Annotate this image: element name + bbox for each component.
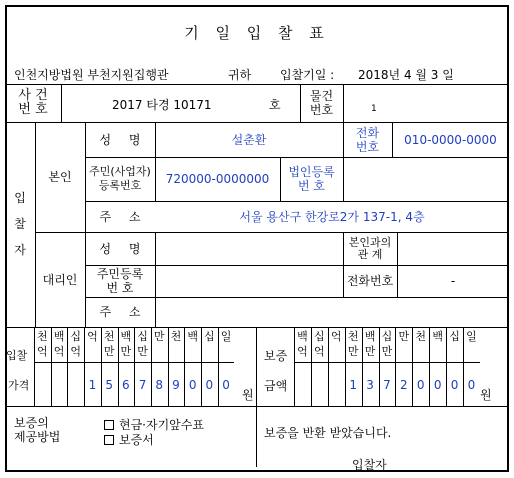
bid-column-divider — [118, 327, 119, 406]
agent-phone-label: 전화번호 — [346, 274, 394, 288]
deposit-unit-label: 백 만 — [364, 330, 376, 358]
deposit-unit-label: 일 — [466, 330, 477, 343]
bid-column-divider — [67, 327, 68, 406]
deposit-column-divider — [345, 327, 346, 406]
bid-digit: 5 — [105, 378, 113, 392]
bid-column-divider — [134, 327, 135, 406]
bid-unit-label: 억 — [87, 330, 98, 343]
bid-header-divider — [34, 362, 234, 363]
bid-column-divider — [101, 327, 102, 406]
deposit-digit: 7 — [383, 378, 391, 392]
bid-unit-label: 십 만 — [137, 330, 148, 358]
bid-digit: 0 — [188, 378, 197, 392]
deposit-digit: 0 — [450, 378, 459, 392]
guarantee-option-bond[interactable] — [104, 431, 154, 448]
bid-digit: 6 — [122, 378, 130, 392]
deposit-column-divider — [395, 327, 396, 406]
bid-digit: 9 — [172, 378, 180, 392]
principal-address: 서울 용산구 한강로2가 137-1, 4층 — [239, 209, 425, 224]
bid-unit-label: 천 억 — [37, 330, 48, 358]
address-label: 주 소 — [99, 209, 141, 224]
bidder-sign: 입찰자 — [352, 458, 387, 472]
bid-unit-label: 천 — [170, 330, 182, 343]
deposit-digit: 3 — [366, 378, 374, 392]
bid-price-label-top: 입찰 — [6, 349, 28, 362]
deposit-unit-label: 천 — [415, 330, 427, 343]
bid-column-divider — [168, 327, 169, 406]
deposit-digit: 0 — [433, 378, 442, 392]
bidder-label: 입 찰 자 — [14, 191, 26, 257]
bid-unit-label: 천 만 — [103, 330, 115, 358]
form-title: 기 일 입 찰 표 — [184, 24, 330, 42]
return-text: 보증을 반환 받았습니다. — [264, 426, 392, 440]
bid-column-divider — [218, 327, 219, 406]
bid-digit: 8 — [155, 378, 164, 392]
agent-address-label: 주 소 — [99, 305, 141, 319]
bid-column-divider — [34, 327, 35, 406]
guarantee-method-label: 보증의 제공방법 — [14, 416, 61, 444]
deposit-column-divider — [362, 327, 363, 406]
bid-unit-label: 일 — [220, 330, 232, 343]
deposit-won: 원 — [480, 388, 492, 402]
deposit-unit-label: 만 — [398, 330, 410, 343]
deposit-label-bottom: 금액 — [264, 379, 288, 393]
bid-digit: 0 — [205, 378, 214, 392]
deposit-header-divider — [294, 362, 480, 363]
deposit-unit-label: 십 만 — [381, 330, 393, 358]
case-number: 2017 타경 10171 — [112, 98, 212, 112]
bid-column-divider — [84, 327, 85, 406]
deposit-unit-label: 십 — [449, 330, 460, 343]
deposit-unit-label: 천 만 — [347, 330, 359, 358]
deposit-unit-label: 백 — [432, 330, 443, 343]
bond-checkbox[interactable] — [104, 435, 114, 445]
agent-phone: - — [450, 274, 456, 288]
bid-column-divider — [184, 327, 185, 406]
deposit-column-divider — [294, 327, 295, 406]
case-label: 사 건 번 호 — [18, 88, 48, 117]
principal-id: 720000-0000000 — [165, 172, 270, 186]
principal-name: 설춘환 — [231, 132, 267, 147]
item-number: 1 — [371, 104, 377, 114]
relation-label: 본인과의 관 계 — [348, 235, 392, 261]
bid-unit-label: 백 — [187, 330, 198, 343]
bid-unit-label: 십 — [204, 330, 215, 343]
court-name: 인천지방법원 부천지원집행관 — [14, 68, 169, 82]
bid-unit-label: 만 — [153, 330, 165, 343]
agent-name-label: 성 명 — [99, 241, 141, 256]
bid-digit: 1 — [88, 378, 97, 392]
bid-unit-label: 백 억 — [53, 330, 65, 358]
deposit-column-divider — [379, 327, 380, 406]
deposit-label-top: 보증 — [264, 349, 288, 363]
bid-column-divider — [151, 327, 152, 406]
deposit-column-divider — [446, 327, 447, 406]
cash-option-label: 현금·자기앞수표 — [119, 418, 204, 432]
bond-option-label: 보증서 — [119, 433, 154, 447]
deposit-column-divider — [412, 327, 413, 406]
bid-column-divider — [201, 327, 202, 406]
deposit-column-divider — [328, 327, 329, 406]
bid-date-label: 입찰기일 : — [280, 68, 335, 82]
bid-unit-label: 백 만 — [120, 330, 132, 358]
bid-price-label-bottom: 가격 — [8, 379, 30, 392]
deposit-unit-label: 억 — [330, 330, 342, 343]
court-suffix: 귀하 — [228, 68, 252, 82]
corp-label: 법인등록 번 호 — [288, 165, 335, 193]
bid-digit: 0 — [222, 378, 230, 392]
bid-date: 2018년 4 월 3 일 — [358, 68, 454, 82]
deposit-column-divider — [429, 327, 430, 406]
deposit-digit: 2 — [400, 378, 408, 392]
deposit-digit: 0 — [416, 378, 425, 392]
cash-checkbox[interactable] — [104, 420, 114, 430]
bid-unit-label: 십 억 — [70, 330, 82, 358]
bid-digit: 7 — [138, 378, 147, 392]
principal-phone: 010-0000-0000 — [404, 132, 497, 147]
deposit-digit: 1 — [349, 378, 357, 392]
deposit-column-divider — [463, 327, 464, 406]
bid-won: 원 — [242, 388, 254, 402]
deposit-digit: 0 — [467, 378, 476, 392]
case-suffix: 호 — [269, 98, 281, 112]
deposit-unit-label: 십 억 — [314, 330, 325, 358]
agent-id-label: 주민등록 번 호 — [96, 267, 144, 295]
phone-label: 전화 번호 — [355, 125, 380, 154]
bid-column-divider — [51, 327, 52, 406]
principal-label: 본인 — [48, 170, 72, 184]
agent-label: 대리인 — [42, 272, 78, 287]
id-label: 주민(사업자) 등록번호 — [89, 165, 151, 192]
item-label: 물건 번호 — [309, 89, 334, 117]
name-label: 성 명 — [99, 132, 141, 147]
deposit-column-divider — [311, 327, 312, 406]
deposit-unit-label: 백 억 — [297, 330, 308, 358]
